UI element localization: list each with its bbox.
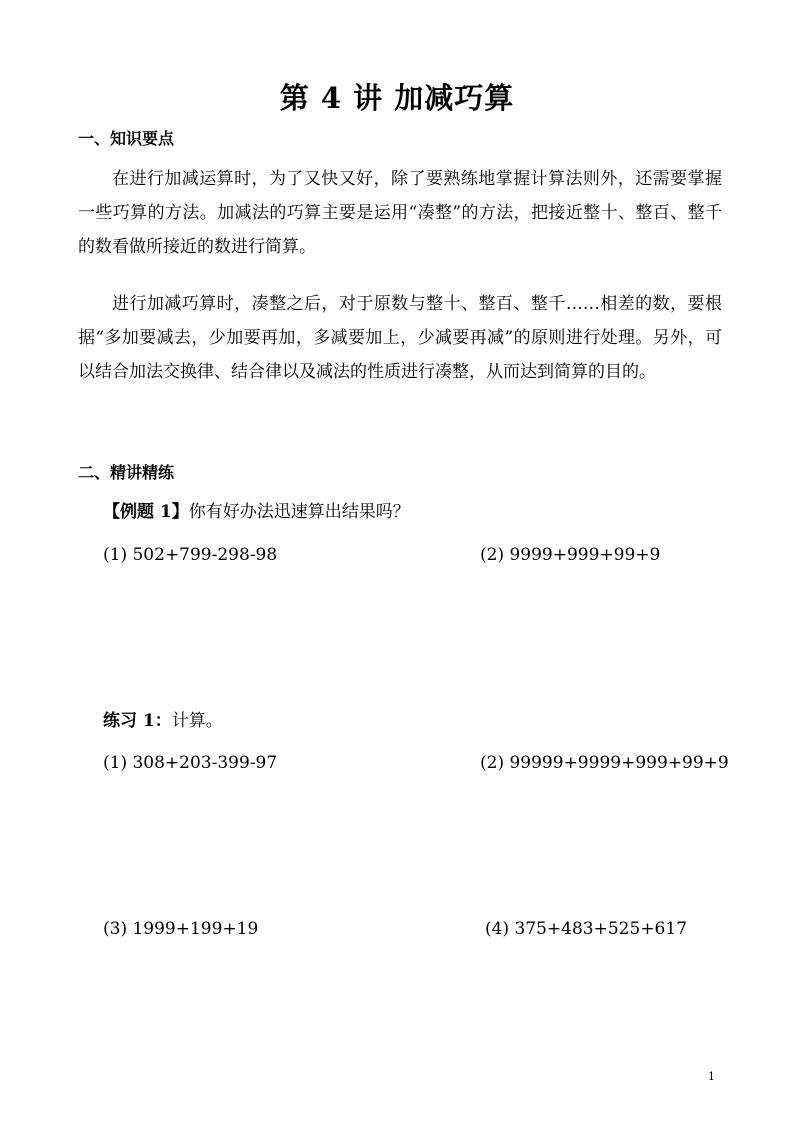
example-1-line (103, 500, 410, 524)
example-1-item-2: (2) 9999+999+99+9 (480, 545, 661, 565)
practice-1-item-1: (1) 308+203-399-97 (103, 753, 278, 773)
practice-1-instruction: 计算。 (171, 711, 223, 731)
page-number: 1 (708, 1070, 715, 1083)
practice-1-line (103, 709, 223, 733)
example-1-question: 你有好办法迅速算出结果吗？ (188, 502, 410, 522)
example-1-item-1: (1) 502+799-298-98 (103, 545, 278, 565)
knowledge-paragraph-2: 进行加减巧算时，凑整之后，对于原数与整十、整百、整千……相差的数，要根据“多加要减去，少加要再加，多减要加上，少减要再减”的原则进行处理。另外，可以结合加法交换律、结合律以及减法的性质进行凑整，从而达到简算的目的。 (78, 294, 722, 382)
section-heading-lecture-practice: 二、精讲精练 (78, 463, 175, 482)
section-heading-knowledge-points: 一、知识要点 (78, 129, 175, 148)
practice-1-item-2: (2) 99999+9999+999+99+9 (480, 753, 729, 773)
practice-1-label: 练习 1： (103, 711, 172, 731)
knowledge-paragraph-1: 在进行加减运算时，为了又快又好，除了要熟练地掌握计算法则外，还需要掌握一些巧算的方法。加减法的巧算主要是运用“凑整”的方法，把接近整十、整百、整千的数看做所接近的数进行简算。 (78, 169, 722, 257)
page-title: 第 4 讲 加减巧算 (279, 81, 515, 115)
practice-1-item-4: (4) 375+483+525+617 (485, 919, 688, 939)
practice-1-item-3: (3) 1999+199+19 (103, 919, 259, 939)
example-1-label: 【例题 1】 (103, 502, 189, 522)
